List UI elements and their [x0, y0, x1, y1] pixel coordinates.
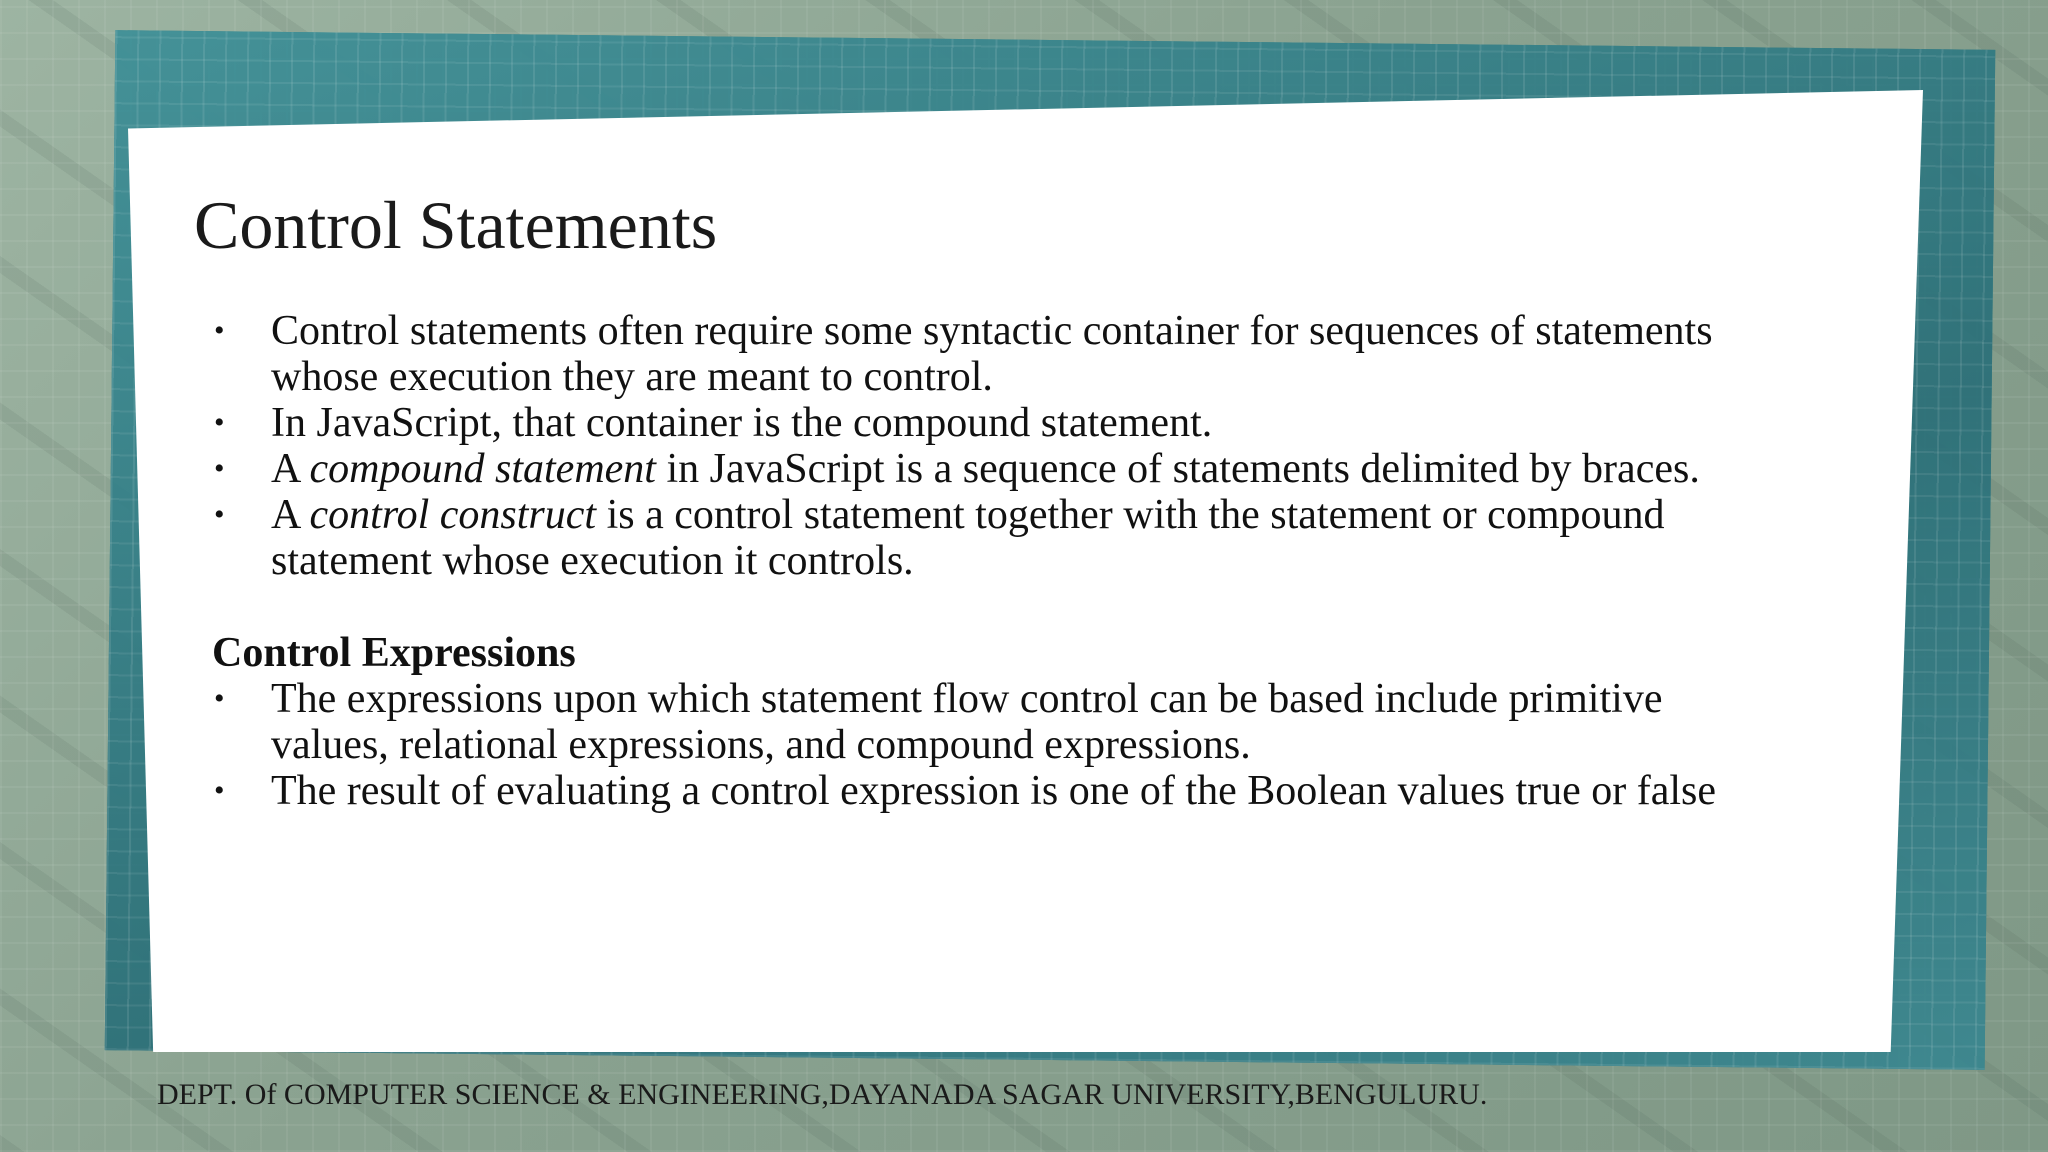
bullet-icon: •	[214, 406, 225, 439]
bullet-icon: •	[214, 682, 225, 715]
bullet-icon: •	[214, 774, 225, 807]
list-item	[212, 400, 1772, 446]
slide-title: Control Statements	[194, 187, 718, 263]
bullet-text: The expressions upon which statement flow control can be based include primitive values, relational expressions, and compound expressions.	[271, 676, 1663, 768]
bullet-text-post: is a control statement together with the statement or compound statement whose execution it controls.	[271, 492, 1665, 584]
slide-footer: DEPT. Of COMPUTER SCIENCE & ENGINEERING,DAYANADA SAGAR UNIVERSITY,BENGULURU.	[157, 1078, 1488, 1111]
bullet-list	[212, 308, 1772, 584]
emphasized-term: control construct	[309, 492, 597, 538]
list-item	[212, 308, 1772, 400]
bullet-text: In JavaScript, that container is the compound statement.	[271, 400, 1213, 446]
bullet-text-pre: A	[271, 492, 310, 538]
bullet-icon: •	[214, 314, 225, 347]
sub-bullet-list	[212, 676, 1772, 814]
section-spacer	[212, 584, 1772, 630]
list-item	[212, 768, 1772, 814]
slide-content	[212, 308, 1772, 814]
section-heading: Control Expressions	[212, 630, 576, 676]
list-item	[212, 676, 1772, 768]
bullet-text-pre: A	[271, 446, 310, 492]
bullet-text: Control statements often require some syntactic container for sequences of statements whose execution they are meant to control.	[271, 308, 1713, 400]
bullet-text: The result of evaluating a control expression is one of the Boolean values true or false	[271, 768, 1717, 814]
list-item	[212, 446, 1772, 492]
bullet-icon: •	[214, 452, 225, 485]
bullet-icon: •	[214, 498, 225, 531]
emphasized-term: compound statement	[309, 446, 656, 492]
list-item	[212, 492, 1772, 584]
bullet-text-post: in JavaScript is a sequence of statements delimited by braces.	[655, 446, 1700, 492]
